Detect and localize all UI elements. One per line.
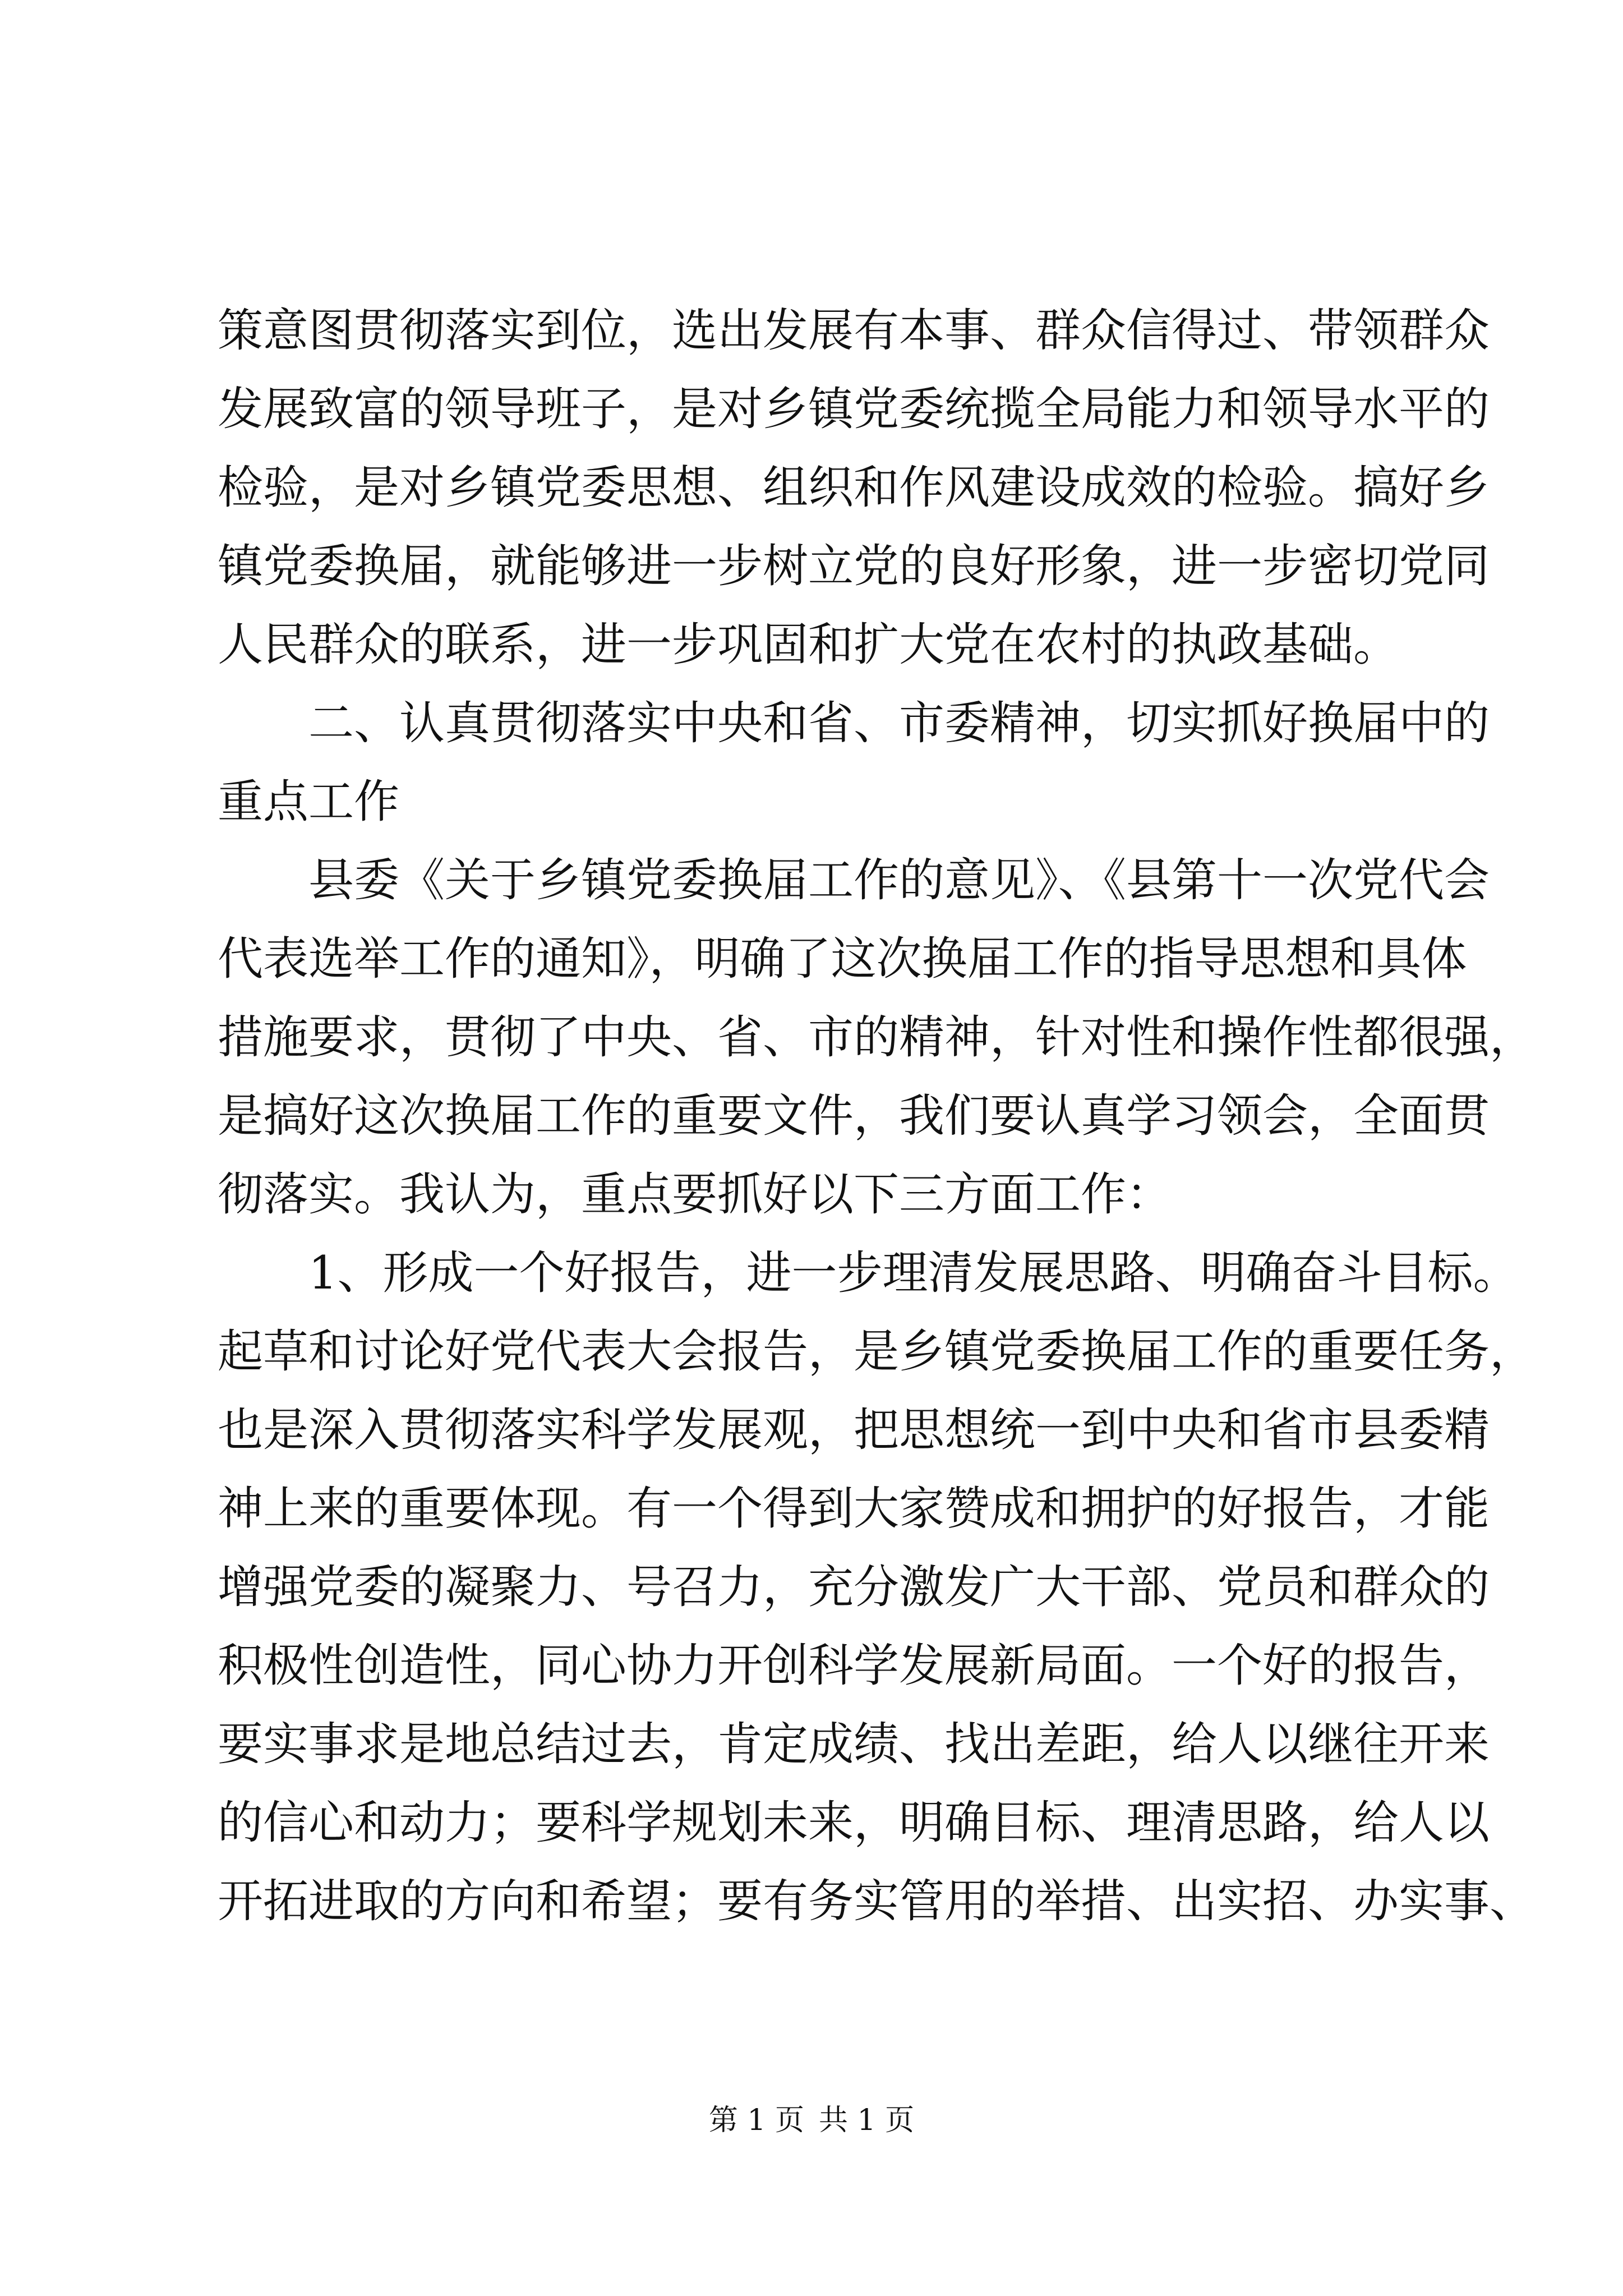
section-heading-line: 二、认真贯彻落实中央和省、市委精神，切实抓好换届中的: [308, 697, 1490, 750]
text-line: 彻落实。我认为，重点要抓好以下三方面工作：: [218, 1168, 1172, 1221]
text-line: 检验，是对乡镇党委思想、组织和作风建设成效的检验。搞好乡: [218, 462, 1490, 514]
text-line: 要实事求是地总结过去，肯定成绩、找出差距，给人以继往开来: [218, 1718, 1490, 1771]
text-line: 镇党委换届，就能够进一步树立党的良好形象，进一步密切党同: [218, 540, 1490, 593]
text-line: 发展致富的领导班子，是对乡镇党委统揽全局能力和领导水平的: [218, 383, 1490, 436]
text-line: 1、形成一个好报告，进一步理清发展思路、明确奋斗目标。: [308, 1247, 1519, 1300]
page-total: 共 1 页: [819, 2104, 915, 2137]
page-footer: [0, 2101, 1623, 2140]
text-line: 是搞好这次换届工作的重要文件，我们要认真学习领会，全面贯: [218, 1090, 1490, 1143]
text-line: 代表选举工作的通知》，明确了这次换届工作的指导思想和具体: [218, 933, 1467, 986]
document-body: [218, 292, 1536, 1941]
text-line: 措施要求，贯彻了中央、省、市的精神，针对性和操作性都很强，: [218, 1011, 1536, 1064]
text-line: 积极性创造性，同心协力开创科学发展新局面。一个好的报告，: [218, 1640, 1490, 1692]
text-line: 的信心和动力；要科学规划未来，明确目标、理清思路，给人以: [218, 1797, 1490, 1849]
text-line: 也是深入贯彻落实科学发展观，把思想统一到中央和省市县委精: [218, 1404, 1490, 1457]
text-line: 人民群众的联系，进一步巩固和扩大党在农村的执政基础。: [218, 619, 1399, 671]
text-line: 增强党委的凝聚力、号召力，充分激发广大干部、党员和群众的: [218, 1561, 1490, 1614]
page-number: 第 1 页: [708, 2104, 804, 2137]
text-line: 起草和讨论好党代表大会报告，是乡镇党委换届工作的重要任务，: [218, 1326, 1536, 1378]
text-line: 神上来的重要体现。有一个得到大家赞成和拥护的好报告，才能: [218, 1483, 1490, 1535]
section-heading-line: 重点工作: [218, 776, 400, 829]
text-line: 县委《关于乡镇党委换届工作的意见》、《县第十一次党代会: [308, 854, 1490, 907]
text-line: 策意图贯彻落实到位，选出发展有本事、群众信得过、带领群众: [218, 305, 1490, 357]
text-line: 开拓进取的方向和希望；要有务实管用的举措、出实招、办实事、: [218, 1875, 1536, 1928]
